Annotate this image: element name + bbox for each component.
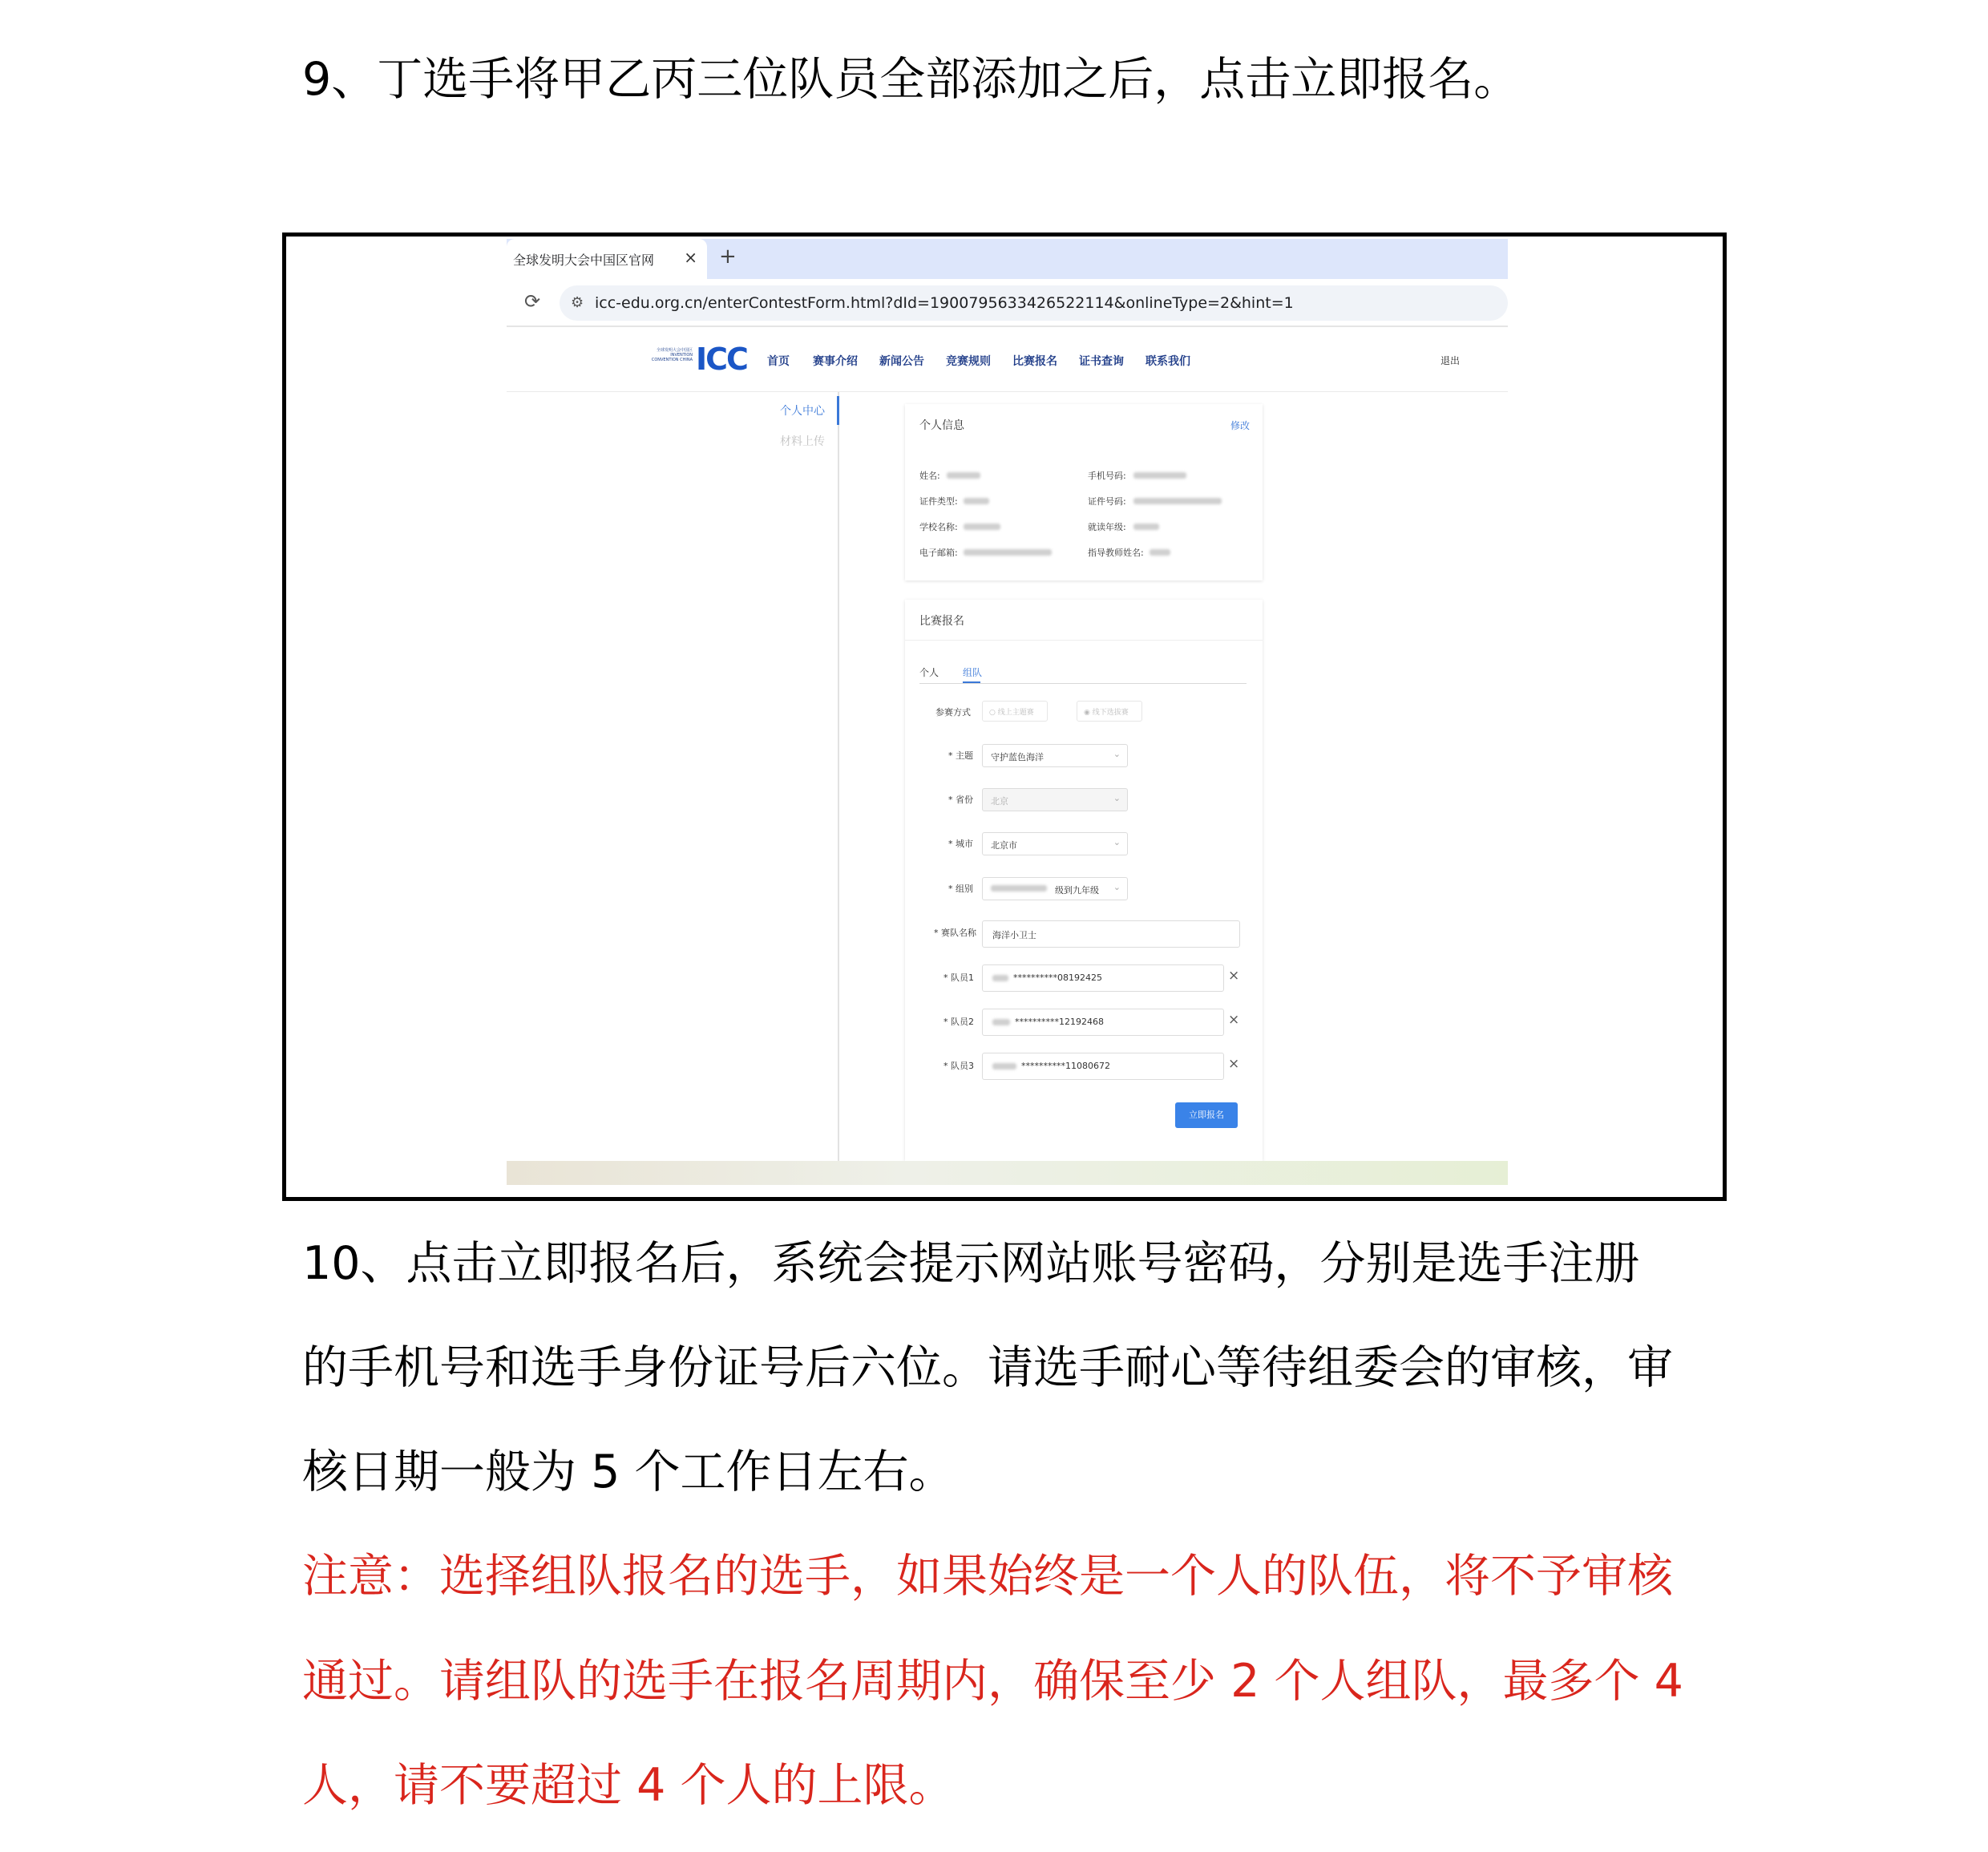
group-value: 级到九年级 — [1055, 885, 1099, 896]
nav-contact[interactable]: 联系我们 — [1146, 355, 1190, 368]
tab-team[interactable]: 组队 — [963, 667, 983, 678]
chevron-down-icon: ⌄ — [1113, 749, 1121, 759]
province-value: 北京 — [991, 796, 1008, 807]
member1-value: **********08192425 — [1013, 973, 1102, 983]
city-select[interactable] — [982, 832, 1128, 855]
group-select[interactable] — [982, 877, 1128, 900]
member3-label: * 队员3 — [943, 1061, 974, 1071]
site-settings-icon[interactable]: ⚙ — [571, 294, 584, 311]
mode-online-radio[interactable] — [982, 701, 1048, 722]
nav-signup[interactable]: 比赛报名 — [1012, 355, 1057, 368]
logout-link[interactable]: 退出 — [1440, 355, 1461, 366]
field-label-grade: 就读年级: — [1088, 522, 1126, 532]
signup-card — [905, 600, 1263, 1161]
step-9-text: 9、丁选手将甲乙丙三位队员全部添加之后，点击立即报名。 — [302, 53, 1520, 106]
tab-individual[interactable]: 个人 — [919, 667, 939, 678]
province-label: * 省份 — [948, 795, 973, 805]
site-header — [507, 327, 1508, 392]
member2-label: * 队员2 — [943, 1017, 974, 1027]
field-label-teacher: 指导教师姓名: — [1088, 548, 1144, 558]
redacted-value — [1133, 472, 1186, 479]
theme-label: * 主题 — [948, 750, 973, 761]
step-10-line-3: 核日期一般为 5 个工作日左右。 — [302, 1446, 955, 1498]
browser-window — [507, 239, 1508, 1201]
os-taskbar — [507, 1161, 1508, 1185]
mode-option-text: 线上主题赛 — [997, 709, 1034, 717]
field-label-school: 学校名称: — [919, 522, 958, 532]
card-title: 个人信息 — [919, 419, 964, 432]
team-name-value: 海洋小卫士 — [992, 930, 1036, 940]
member2-value: **********12192468 — [1015, 1017, 1104, 1027]
redacted-value — [964, 498, 989, 504]
step-10-line-2: 的手机号和选手身份证号后六位。请选手耐心等待组委会的审核，审 — [302, 1341, 1673, 1394]
personal-info-card — [905, 404, 1263, 580]
theme-select[interactable] — [982, 744, 1128, 767]
remove-member1-icon[interactable]: × — [1228, 968, 1240, 984]
redacted-value — [1133, 498, 1222, 504]
city-label: * 城市 — [948, 839, 973, 849]
member3-value: **********11080672 — [1021, 1061, 1110, 1071]
mode-online-label: ○ 线上主题赛 — [989, 709, 1034, 717]
screenshot-frame — [282, 233, 1727, 1201]
notice-line-2: 通过。请组队的选手在报名周期内，确保至少 2 个人组队，最多个 4 — [302, 1655, 1683, 1708]
mode-option-text: 线下选拔赛 — [1092, 709, 1129, 717]
logo-caption: 全球发明大会中国区 INVENTION CONVENTION CHINA — [651, 348, 693, 362]
sidebar-item-upload[interactable]: 材料上传 — [780, 435, 825, 448]
mode-offline-label: ◉ 线下选拔赛 — [1084, 709, 1129, 717]
remove-member2-icon[interactable]: × — [1228, 1012, 1240, 1028]
submit-signup-button[interactable]: 立即报名 — [1175, 1102, 1238, 1128]
active-tab-indicator — [963, 681, 980, 683]
edit-link[interactable]: 修改 — [1230, 420, 1250, 431]
field-label-id-number: 证件号码: — [1088, 496, 1126, 507]
sidebar — [507, 392, 839, 1162]
browser-tab[interactable] — [507, 239, 707, 279]
nav-news[interactable]: 新闻公告 — [879, 355, 924, 368]
signup-tabs — [919, 665, 1247, 684]
nav-certificate[interactable]: 证书查询 — [1079, 355, 1124, 368]
field-label-id-type: 证件类型: — [919, 496, 958, 507]
icc-logo[interactable]: ICC — [696, 342, 747, 377]
team-name-input[interactable] — [982, 920, 1240, 948]
redacted-value — [992, 1019, 1010, 1025]
new-tab-icon[interactable]: + — [719, 245, 737, 269]
url-text: icc-edu.org.cn/enterContestForm.html?dId=1900795633426522114&onlineType=2&hint=1 — [595, 294, 1294, 312]
sidebar-active-indicator — [837, 396, 839, 425]
nav-rules[interactable]: 竞赛规则 — [946, 355, 991, 368]
mode-label: 参赛方式 — [935, 707, 971, 718]
redacted-value — [1133, 524, 1159, 530]
group-label: * 组别 — [948, 884, 973, 894]
notice-line-1: 注意：选择组队报名的选手，如果始终是一个人的队伍，将不予审核 — [302, 1550, 1673, 1603]
redacted-value — [964, 549, 1052, 556]
card-title: 比赛报名 — [919, 615, 964, 628]
address-bar — [507, 279, 1508, 327]
nav-home[interactable]: 首页 — [767, 355, 790, 368]
redacted-value — [992, 1063, 1016, 1070]
field-label-phone: 手机号码: — [1088, 471, 1126, 481]
browser-tab-bar — [507, 239, 1508, 279]
redacted-value — [992, 975, 1008, 981]
redacted-value — [1150, 549, 1170, 556]
member3-input[interactable] — [982, 1053, 1224, 1080]
step-10-line-1: 10、点击立即报名后，系统会提示网站账号密码，分别是选手注册 — [302, 1237, 1640, 1290]
reload-icon[interactable]: ⟳ — [524, 290, 541, 313]
redacted-value — [991, 885, 1047, 892]
redacted-value — [947, 472, 980, 479]
city-value: 北京市 — [991, 840, 1017, 851]
province-select[interactable] — [982, 788, 1128, 811]
mode-offline-radio[interactable] — [1077, 701, 1142, 722]
member1-label: * 队员1 — [943, 973, 974, 983]
notice-line-3: 人，请不要超过 4 个人的上限。 — [302, 1759, 955, 1812]
member1-input[interactable] — [982, 964, 1224, 992]
theme-value: 守护蓝色海洋 — [991, 752, 1044, 762]
redacted-value — [964, 524, 1000, 530]
field-label-name: 姓名: — [919, 471, 940, 481]
close-icon[interactable]: × — [684, 248, 697, 267]
nav-intro[interactable]: 赛事介绍 — [813, 355, 858, 368]
remove-member3-icon[interactable]: × — [1228, 1056, 1240, 1072]
chevron-down-icon: ⌄ — [1113, 793, 1121, 803]
chevron-down-icon: ⌄ — [1113, 882, 1121, 892]
chevron-down-icon: ⌄ — [1113, 837, 1121, 847]
card-divider — [905, 640, 1263, 641]
sidebar-item-personal-center[interactable]: 个人中心 — [780, 405, 825, 418]
field-label-email: 电子邮箱: — [919, 548, 958, 558]
tab-title: 全球发明大会中国区官网 — [513, 253, 655, 268]
url-field[interactable] — [560, 285, 1508, 321]
member2-input[interactable] — [982, 1009, 1224, 1036]
team-name-label: * 赛队名称 — [934, 928, 976, 938]
